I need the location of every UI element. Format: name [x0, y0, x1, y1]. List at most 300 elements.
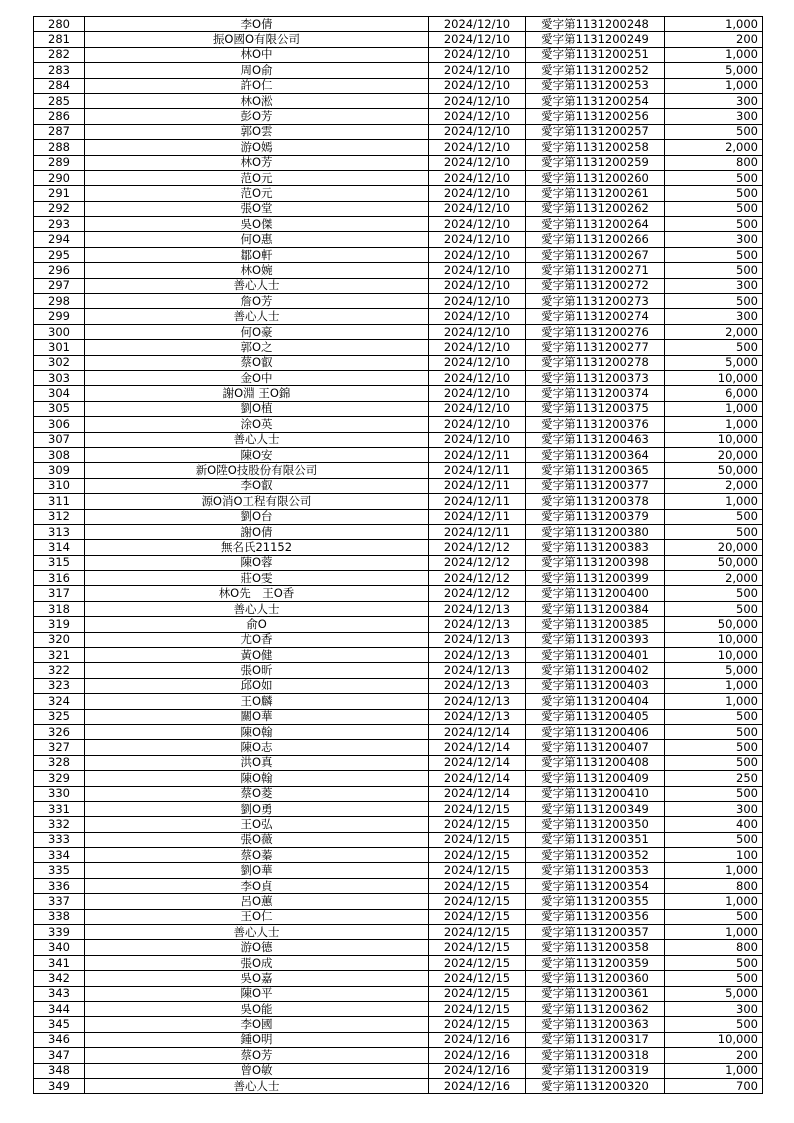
donor-name: 張O昕	[85, 663, 429, 678]
donation-amount: 1,000	[665, 894, 763, 909]
donation-amount: 500	[665, 586, 763, 601]
receipt-number: 愛字第1131200351	[526, 832, 665, 847]
receipt-number: 愛字第1131200385	[526, 617, 665, 632]
donor-name: 俞O	[85, 617, 429, 632]
row-number: 298	[34, 294, 85, 309]
receipt-number: 愛字第1131200266	[526, 232, 665, 247]
donation-amount: 500	[665, 909, 763, 924]
row-number: 286	[34, 109, 85, 124]
donation-amount: 300	[665, 309, 763, 324]
donation-amount: 500	[665, 709, 763, 724]
donor-name: 王O麟	[85, 694, 429, 709]
donor-name: 蔡O叡	[85, 355, 429, 370]
table-row	[34, 817, 763, 832]
receipt-number: 愛字第1131200377	[526, 478, 665, 493]
receipt-number: 愛字第1131200398	[526, 555, 665, 570]
row-number: 287	[34, 124, 85, 139]
row-number: 346	[34, 1032, 85, 1047]
donation-date: 2024/12/10	[429, 124, 526, 139]
donor-name: 林O芳	[85, 155, 429, 170]
donation-date: 2024/12/10	[429, 93, 526, 108]
donor-name: 張O堂	[85, 201, 429, 216]
donation-amount: 500	[665, 955, 763, 970]
donation-amount: 500	[665, 786, 763, 801]
donation-date: 2024/12/10	[429, 186, 526, 201]
donation-date: 2024/12/10	[429, 232, 526, 247]
donation-date: 2024/12/16	[429, 1032, 526, 1047]
donation-amount: 500	[665, 724, 763, 739]
donation-date: 2024/12/10	[429, 294, 526, 309]
donor-name: 劉O勇	[85, 801, 429, 816]
donation-amount: 500	[665, 755, 763, 770]
donor-name: 善心人士	[85, 925, 429, 940]
table-row	[34, 263, 763, 278]
donor-name: 善心人士	[85, 309, 429, 324]
donor-name: 陳O蓉	[85, 555, 429, 570]
table-row	[34, 878, 763, 893]
donor-name: 蔡O芳	[85, 1048, 429, 1063]
table-row	[34, 617, 763, 632]
row-number: 284	[34, 78, 85, 93]
row-number: 289	[34, 155, 85, 170]
receipt-number: 愛字第1131200272	[526, 278, 665, 293]
receipt-number: 愛字第1131200407	[526, 740, 665, 755]
donation-amount: 5,000	[665, 986, 763, 1001]
donation-amount: 800	[665, 155, 763, 170]
row-number: 316	[34, 571, 85, 586]
row-number: 315	[34, 555, 85, 570]
donation-amount: 1,000	[665, 78, 763, 93]
table-row	[34, 863, 763, 878]
row-number: 282	[34, 47, 85, 62]
receipt-number: 愛字第1131200264	[526, 217, 665, 232]
receipt-number: 愛字第1131200378	[526, 494, 665, 509]
donor-name: 游O嫣	[85, 140, 429, 155]
donation-date: 2024/12/10	[429, 340, 526, 355]
donor-name: 陳O志	[85, 740, 429, 755]
donation-date: 2024/12/13	[429, 601, 526, 616]
table-row	[34, 971, 763, 986]
donor-name: 林O淞	[85, 93, 429, 108]
receipt-number: 愛字第1131200262	[526, 201, 665, 216]
donation-date: 2024/12/15	[429, 878, 526, 893]
donation-amount: 300	[665, 232, 763, 247]
donation-table-body	[34, 17, 763, 1094]
row-number: 327	[34, 740, 85, 755]
donation-amount: 20,000	[665, 447, 763, 462]
donation-date: 2024/12/10	[429, 355, 526, 370]
donation-amount: 500	[665, 186, 763, 201]
table-row	[34, 93, 763, 108]
receipt-number: 愛字第1131200365	[526, 463, 665, 478]
donor-name: 邱O如	[85, 678, 429, 693]
row-number: 334	[34, 848, 85, 863]
donor-name: 林O中	[85, 47, 429, 62]
receipt-number: 愛字第1131200317	[526, 1032, 665, 1047]
donation-date: 2024/12/10	[429, 386, 526, 401]
donation-table	[33, 16, 763, 1094]
row-number: 307	[34, 432, 85, 447]
row-number: 340	[34, 940, 85, 955]
donation-date: 2024/12/10	[429, 401, 526, 416]
donation-amount: 500	[665, 971, 763, 986]
table-row	[34, 786, 763, 801]
donation-date: 2024/12/10	[429, 78, 526, 93]
donation-amount: 10,000	[665, 632, 763, 647]
donation-amount: 500	[665, 201, 763, 216]
donor-name: 陳O翰	[85, 724, 429, 739]
row-number: 293	[34, 217, 85, 232]
donation-date: 2024/12/10	[429, 155, 526, 170]
donation-date: 2024/12/10	[429, 217, 526, 232]
receipt-number: 愛字第1131200402	[526, 663, 665, 678]
row-number: 338	[34, 909, 85, 924]
row-number: 331	[34, 801, 85, 816]
donor-name: 范O元	[85, 186, 429, 201]
row-number: 341	[34, 955, 85, 970]
row-number: 318	[34, 601, 85, 616]
receipt-number: 愛字第1131200353	[526, 863, 665, 878]
row-number: 319	[34, 617, 85, 632]
donor-name: 善心人士	[85, 1078, 429, 1093]
donation-date: 2024/12/15	[429, 986, 526, 1001]
table-row	[34, 1063, 763, 1078]
donation-date: 2024/12/10	[429, 170, 526, 185]
donation-amount: 700	[665, 1078, 763, 1093]
table-row	[34, 894, 763, 909]
donor-name: 李O國	[85, 1017, 429, 1032]
donation-date: 2024/12/15	[429, 909, 526, 924]
donation-amount: 500	[665, 294, 763, 309]
donor-name: 陳O安	[85, 447, 429, 462]
table-row	[34, 17, 763, 32]
receipt-number: 愛字第1131200363	[526, 1017, 665, 1032]
donation-amount: 2,000	[665, 140, 763, 155]
donation-date: 2024/12/14	[429, 724, 526, 739]
receipt-number: 愛字第1131200361	[526, 986, 665, 1001]
donation-amount: 5,000	[665, 355, 763, 370]
donation-amount: 500	[665, 217, 763, 232]
donor-name: 黃O健	[85, 648, 429, 663]
receipt-number: 愛字第1131200248	[526, 17, 665, 32]
table-row	[34, 540, 763, 555]
donation-date: 2024/12/10	[429, 263, 526, 278]
receipt-number: 愛字第1131200261	[526, 186, 665, 201]
row-number: 322	[34, 663, 85, 678]
table-row	[34, 186, 763, 201]
table-row	[34, 801, 763, 816]
donation-date: 2024/12/16	[429, 1078, 526, 1093]
row-number: 345	[34, 1017, 85, 1032]
table-row	[34, 78, 763, 93]
donation-amount: 500	[665, 247, 763, 262]
receipt-number: 愛字第1131200318	[526, 1048, 665, 1063]
receipt-number: 愛字第1131200393	[526, 632, 665, 647]
donation-date: 2024/12/12	[429, 555, 526, 570]
donor-name: 王O弘	[85, 817, 429, 832]
row-number: 348	[34, 1063, 85, 1078]
table-row	[34, 1002, 763, 1017]
donation-amount: 10,000	[665, 1032, 763, 1047]
donor-name: 劉O植	[85, 401, 429, 416]
donor-name: 詹O芳	[85, 294, 429, 309]
donation-date: 2024/12/11	[429, 447, 526, 462]
donor-name: 郭O雲	[85, 124, 429, 139]
donation-date: 2024/12/14	[429, 771, 526, 786]
table-row	[34, 1032, 763, 1047]
donation-date: 2024/12/10	[429, 140, 526, 155]
donor-name: 謝O倩	[85, 524, 429, 539]
receipt-number: 愛字第1131200364	[526, 447, 665, 462]
row-number: 294	[34, 232, 85, 247]
donor-name: 善心人士	[85, 278, 429, 293]
donor-name: 關O華	[85, 709, 429, 724]
receipt-number: 愛字第1131200410	[526, 786, 665, 801]
receipt-number: 愛字第1131200260	[526, 170, 665, 185]
row-number: 280	[34, 17, 85, 32]
receipt-number: 愛字第1131200350	[526, 817, 665, 832]
donor-name: 蔡O菱	[85, 786, 429, 801]
donation-date: 2024/12/10	[429, 63, 526, 78]
donation-date: 2024/12/10	[429, 201, 526, 216]
donor-name: 范O元	[85, 170, 429, 185]
receipt-number: 愛字第1131200258	[526, 140, 665, 155]
table-row	[34, 494, 763, 509]
receipt-number: 愛字第1131200256	[526, 109, 665, 124]
receipt-number: 愛字第1131200358	[526, 940, 665, 955]
donation-amount: 500	[665, 832, 763, 847]
row-number: 321	[34, 648, 85, 663]
table-row	[34, 1017, 763, 1032]
donor-name: 鍾O明	[85, 1032, 429, 1047]
receipt-number: 愛字第1131200404	[526, 694, 665, 709]
row-number: 320	[34, 632, 85, 647]
table-row	[34, 386, 763, 401]
row-number: 309	[34, 463, 85, 478]
donor-name: 莊O雯	[85, 571, 429, 586]
row-number: 300	[34, 324, 85, 339]
table-row	[34, 555, 763, 570]
receipt-number: 愛字第1131200376	[526, 417, 665, 432]
donation-amount: 300	[665, 93, 763, 108]
table-row	[34, 524, 763, 539]
receipt-number: 愛字第1131200278	[526, 355, 665, 370]
table-row	[34, 940, 763, 955]
receipt-number: 愛字第1131200406	[526, 724, 665, 739]
donation-amount: 500	[665, 740, 763, 755]
receipt-number: 愛字第1131200257	[526, 124, 665, 139]
row-number: 342	[34, 971, 85, 986]
row-number: 335	[34, 863, 85, 878]
donor-name: 涂O英	[85, 417, 429, 432]
donation-date: 2024/12/10	[429, 417, 526, 432]
receipt-number: 愛字第1131200373	[526, 370, 665, 385]
row-number: 333	[34, 832, 85, 847]
donation-date: 2024/12/16	[429, 1048, 526, 1063]
donation-date: 2024/12/13	[429, 694, 526, 709]
row-number: 301	[34, 340, 85, 355]
row-number: 344	[34, 1002, 85, 1017]
table-row	[34, 32, 763, 47]
donation-amount: 50,000	[665, 617, 763, 632]
donor-name: 善心人士	[85, 601, 429, 616]
receipt-number: 愛字第1131200276	[526, 324, 665, 339]
donation-date: 2024/12/10	[429, 17, 526, 32]
donation-amount: 2,000	[665, 571, 763, 586]
donation-amount: 20,000	[665, 540, 763, 555]
donation-date: 2024/12/15	[429, 848, 526, 863]
donation-date: 2024/12/15	[429, 863, 526, 878]
donor-name: 洪O真	[85, 755, 429, 770]
receipt-number: 愛字第1131200355	[526, 894, 665, 909]
row-number: 308	[34, 447, 85, 462]
donor-name: 新O陞O技股份有限公司	[85, 463, 429, 478]
donor-name: 吳O傑	[85, 217, 429, 232]
donation-amount: 2,000	[665, 478, 763, 493]
row-number: 281	[34, 32, 85, 47]
row-number: 288	[34, 140, 85, 155]
receipt-number: 愛字第1131200383	[526, 540, 665, 555]
donor-name: 謝O淵 王O錦	[85, 386, 429, 401]
donation-amount: 200	[665, 1048, 763, 1063]
donation-date: 2024/12/11	[429, 463, 526, 478]
row-number: 329	[34, 771, 85, 786]
receipt-number: 愛字第1131200259	[526, 155, 665, 170]
row-number: 290	[34, 170, 85, 185]
table-row	[34, 63, 763, 78]
table-row	[34, 355, 763, 370]
donation-amount: 1,000	[665, 863, 763, 878]
donation-amount: 10,000	[665, 432, 763, 447]
donation-date: 2024/12/15	[429, 832, 526, 847]
table-row	[34, 1048, 763, 1063]
donor-name: 尤O香	[85, 632, 429, 647]
donation-date: 2024/12/15	[429, 817, 526, 832]
donor-name: 張O成	[85, 955, 429, 970]
donation-date: 2024/12/10	[429, 278, 526, 293]
receipt-number: 愛字第1131200379	[526, 509, 665, 524]
donor-name: 李O叡	[85, 478, 429, 493]
donation-date: 2024/12/12	[429, 571, 526, 586]
donation-amount: 300	[665, 109, 763, 124]
donation-date: 2024/12/10	[429, 370, 526, 385]
donation-amount: 5,000	[665, 663, 763, 678]
row-number: 302	[34, 355, 85, 370]
donor-name: 鄒O軒	[85, 247, 429, 262]
donation-date: 2024/12/15	[429, 940, 526, 955]
row-number: 326	[34, 724, 85, 739]
receipt-number: 愛字第1131200359	[526, 955, 665, 970]
receipt-number: 愛字第1131200354	[526, 878, 665, 893]
receipt-number: 愛字第1131200401	[526, 648, 665, 663]
donation-date: 2024/12/13	[429, 663, 526, 678]
donation-date: 2024/12/13	[429, 632, 526, 647]
donation-date: 2024/12/15	[429, 894, 526, 909]
donation-amount: 250	[665, 771, 763, 786]
donation-amount: 10,000	[665, 370, 763, 385]
row-number: 310	[34, 478, 85, 493]
donor-name: 李O貞	[85, 878, 429, 893]
table-row	[34, 278, 763, 293]
receipt-number: 愛字第1131200380	[526, 524, 665, 539]
receipt-number: 愛字第1131200319	[526, 1063, 665, 1078]
donation-amount: 500	[665, 263, 763, 278]
donation-amount: 500	[665, 601, 763, 616]
donation-amount: 1,000	[665, 1063, 763, 1078]
donation-amount: 1,000	[665, 47, 763, 62]
donation-date: 2024/12/14	[429, 755, 526, 770]
donor-name: 陳O翰	[85, 771, 429, 786]
row-number: 297	[34, 278, 85, 293]
donor-name: 吳O嘉	[85, 971, 429, 986]
table-row	[34, 601, 763, 616]
row-number: 317	[34, 586, 85, 601]
row-number: 349	[34, 1078, 85, 1093]
donor-name: 林O婉	[85, 263, 429, 278]
donor-name: 呂O蕙	[85, 894, 429, 909]
donor-name: 游O德	[85, 940, 429, 955]
donor-name: 振O國O有限公司	[85, 32, 429, 47]
receipt-number: 愛字第1131200405	[526, 709, 665, 724]
table-row	[34, 417, 763, 432]
table-row	[34, 632, 763, 647]
donation-amount: 6,000	[665, 386, 763, 401]
donation-date: 2024/12/14	[429, 786, 526, 801]
row-number: 325	[34, 709, 85, 724]
donation-date: 2024/12/13	[429, 648, 526, 663]
table-row	[34, 709, 763, 724]
table-row	[34, 340, 763, 355]
donation-amount: 500	[665, 1017, 763, 1032]
donation-amount: 50,000	[665, 463, 763, 478]
row-number: 296	[34, 263, 85, 278]
donation-amount: 300	[665, 1002, 763, 1017]
table-row	[34, 370, 763, 385]
donation-amount: 1,000	[665, 678, 763, 693]
donation-date: 2024/12/12	[429, 540, 526, 555]
table-row	[34, 678, 763, 693]
receipt-number: 愛字第1131200399	[526, 571, 665, 586]
donation-amount: 500	[665, 124, 763, 139]
row-number: 285	[34, 93, 85, 108]
row-number: 299	[34, 309, 85, 324]
table-row	[34, 925, 763, 940]
receipt-number: 愛字第1131200252	[526, 63, 665, 78]
row-number: 306	[34, 417, 85, 432]
row-number: 336	[34, 878, 85, 893]
table-row	[34, 832, 763, 847]
donation-amount: 300	[665, 801, 763, 816]
table-row	[34, 848, 763, 863]
receipt-number: 愛字第1131200320	[526, 1078, 665, 1093]
receipt-number: 愛字第1131200254	[526, 93, 665, 108]
row-number: 313	[34, 524, 85, 539]
row-number: 332	[34, 817, 85, 832]
table-row	[34, 571, 763, 586]
donation-date: 2024/12/13	[429, 617, 526, 632]
table-row	[34, 47, 763, 62]
donor-name: 曾O敏	[85, 1063, 429, 1078]
receipt-number: 愛字第1131200408	[526, 755, 665, 770]
table-row	[34, 324, 763, 339]
donation-date: 2024/12/10	[429, 324, 526, 339]
donor-name: 源O消O工程有限公司	[85, 494, 429, 509]
row-number: 311	[34, 494, 85, 509]
row-number: 291	[34, 186, 85, 201]
donor-name: 劉O華	[85, 863, 429, 878]
table-row	[34, 124, 763, 139]
donation-date: 2024/12/16	[429, 1063, 526, 1078]
